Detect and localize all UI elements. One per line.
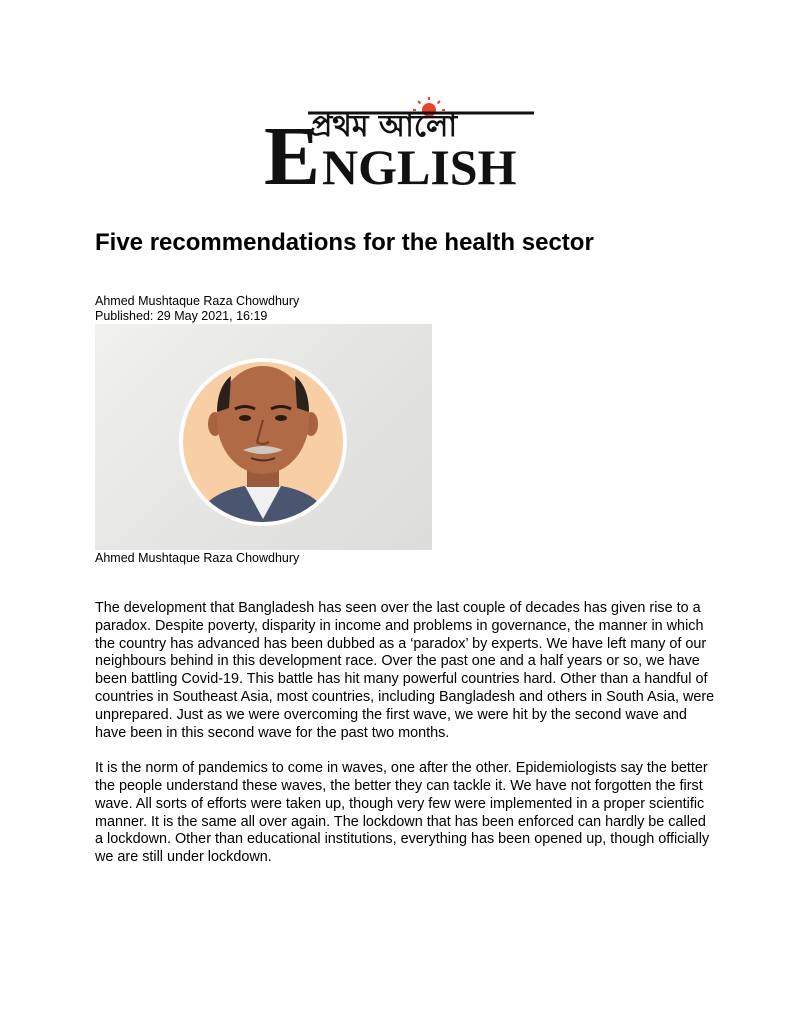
prothom-alo-english-logo[interactable] <box>264 96 536 188</box>
article-paragraph: It is the norm of pandemics to come in waves, one after the other. Epidemiologists say the better the people understand these waves, the better they can tackle it. We have not forgotten the first wave. All sorts of efforts were taken up, though very few were implemented in a proper scientific manner. It is the same all over again. The lockdown that has been enforced can hardly be called a lockdown. Other than educational institutions, everything has been opened up, though officially we are still under lockdown. <box>95 760 710 866</box>
author-photo[interactable] <box>95 324 432 550</box>
logo-e-letter: E <box>264 110 321 188</box>
logo-bengali-text: প্রথম আলো <box>310 109 458 144</box>
article-headline: Five recommendations for the health sector <box>95 229 594 256</box>
logo-english-text: NGLISH <box>322 139 517 188</box>
article-paragraph: The development that Bangladesh has seen over the last couple of decades has given rise to a paradox. Despite poverty, disparity in income and problems in governance, the manner in which the country has advanced has been dubbed as a ‘paradox’ by experts. We have left many of our neighbours behind in this development race. Over the past one and a half years or so, we have been battling Covid-19. This battle has hit many powerful countries hard. Other than a handful of countries in Southeast Asia, most countries, including Bangladesh and others in South Asia, were unprepared. Just as we were overcoming the first wave, we were hit by the second wave and have been in this second wave for the past two months. <box>95 600 715 741</box>
article-meta <box>95 294 299 324</box>
article-body <box>95 600 715 885</box>
publish-date: Published: 29 May 2021, 16:19 <box>95 309 268 323</box>
logo-graphic <box>264 96 536 188</box>
portrait-illustration <box>95 324 432 550</box>
photo-caption: Ahmed Mushtaque Raza Chowdhury <box>95 551 300 565</box>
author-name: Ahmed Mushtaque Raza Chowdhury <box>95 294 300 308</box>
